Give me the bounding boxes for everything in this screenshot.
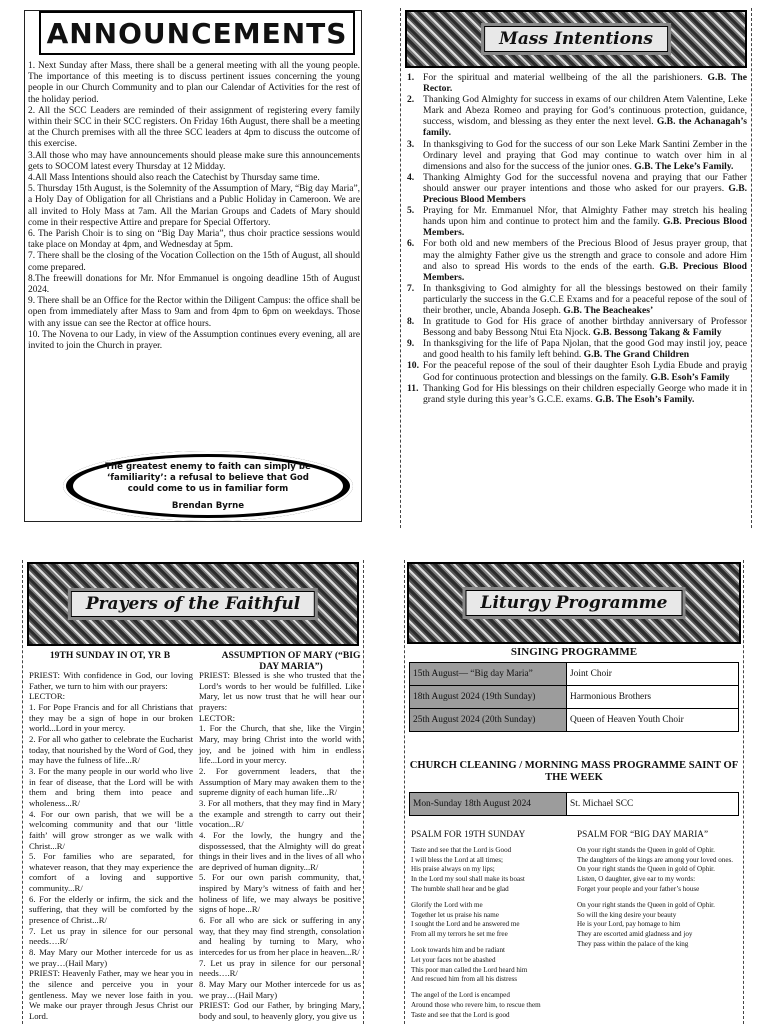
schedule-date: Mon-Sunday 18th August 2024	[410, 793, 567, 816]
intention-text	[423, 316, 747, 338]
intention-item	[407, 72, 747, 94]
intention-number: 9.	[407, 338, 415, 350]
intention-item	[407, 172, 747, 205]
prayer-line: 3. For all mothers, that they may find in Mary the example and strength to carry out their vocation...R/	[199, 797, 361, 830]
singing-programme-title: SINGING PROGRAMME	[510, 646, 638, 658]
schedule-group: Joint Choir	[567, 663, 739, 686]
intention-text	[423, 205, 747, 238]
intention-number: 6.	[407, 238, 415, 250]
prayer-line: 4. For our own parish, that we will be a welcoming community and that our ‘little faith’ will grow stronger as we walk with Christ...R/	[29, 808, 193, 851]
psalm-big-day-maria	[577, 830, 743, 956]
intention-text	[423, 283, 747, 316]
intention-body: Thanking Almighty God for the successful novena and praying that our Father should answer our prayer intentions and those who asked for our prayers.	[423, 171, 747, 194]
psalm-line: Let your faces not be abashed	[411, 955, 496, 964]
psalm-line: From all my terrors he set me free	[411, 930, 508, 939]
intention-body: In thanksgiving to God for the success of our son Leke Mark Santini Zember in the Ordinary level and praying that God may continue to watch over him in al dimensions and also for the success of the junior ones.	[423, 138, 747, 172]
schedule-group: Harmonious Brothers	[567, 686, 739, 709]
psalm-line: Around those who revere him, to rescue them	[411, 1000, 541, 1009]
prayers-panel	[22, 560, 364, 1024]
intention-body: In gratitude to God for His grace of another birthday anniversary of Professor Bessong and baby Bessong Ntui Eta Njock.	[423, 316, 747, 339]
prayer-line: 7. Let us pray in silence for our personal needs….R/	[29, 925, 193, 947]
announcement-item: 6. The Parish Choir is to sing on “Big Day Maria”, thus choir practice sessions would take place on Monday at 4pm, and Wednesday at 5pm.	[28, 229, 360, 251]
psalm-line: Taste and see that the Lord is Good	[411, 845, 512, 854]
intention-item	[407, 338, 747, 360]
mass-intentions-title: Mass Intentions	[484, 26, 668, 52]
cleaning-table	[409, 792, 739, 816]
intention-body: Thanking God for His blessings on their children especially George who made it in grand style during this year’s G.C.E. exams.	[423, 382, 747, 405]
psalm-line: Taste and see that the Lord is good	[411, 1010, 510, 1019]
prayer-line: 3. For the many people in our world who live in fear of disease, that the Lord will be with them and bring them into peace and wholeness...R/	[29, 765, 193, 808]
intention-giver: G.B. The Rector.	[423, 72, 747, 95]
intention-item	[407, 316, 747, 338]
intention-item	[407, 139, 747, 172]
psalm-stanza	[411, 991, 571, 1020]
prayer-line: PRIEST: God our Father, by bringing Mary, body and soul, to heavenly glory, you give us	[199, 1000, 361, 1021]
mass-intentions-banner	[405, 10, 747, 68]
psalm-line: Together let us praise his name	[411, 910, 499, 919]
intention-giver: G.B. Precious Blood Members	[423, 182, 747, 206]
intention-text	[423, 172, 747, 205]
schedule-date: 15th August— “Big day Maria”	[410, 663, 567, 686]
intention-body: For both old and new members of the Precious Blood of Jesus prayer group, that may the almighty Father give us the strength and grace to console and adore Him and also to spread His words to the ends of the earth.	[423, 238, 747, 272]
intention-giver: G.B. The Grand Children	[583, 349, 690, 361]
prayer-line: 1. For Pope Francis and for all Christians that they may be a sign of hope in our broken world...Lord in your mercy.	[29, 701, 193, 734]
quote-ellipse	[63, 451, 353, 521]
psalm-line: On your right stands the Queen in gold of Ophir.	[577, 900, 715, 909]
intention-giver: G.B. The Leke’s Family.	[634, 160, 734, 172]
intention-giver: G.B. Precious Blood Members.	[423, 216, 747, 239]
schedule-row	[410, 793, 739, 816]
singing-table	[409, 662, 739, 732]
psalm-stanza	[411, 901, 571, 940]
mass-intentions-list	[407, 72, 747, 405]
announcement-item: 8.The freewill donations for Mr. Nfor Emmanuel is ongoing deadline 15th of August 2024.	[28, 273, 360, 296]
announcements-panel	[24, 10, 362, 522]
intention-giver: G.B. The Esoh’s Family.	[595, 393, 695, 405]
liturgy-panel	[404, 560, 744, 1024]
intention-body: Thanking God Almighty for success in exams of our children Atem Valentine, Leke Mark and Abeza Romeo and praying for God’s continuous protection, guidance, success, wisdom, and blessing as they enter the next level.	[423, 94, 747, 128]
prayer-line: PRIEST: With confidence in God, our loving Father, we turn to him with our prayers:	[29, 670, 193, 691]
prayer-line: 1. For the Church, that she, like the Virgin Mary, may bring Christ into the world with joy, and be joined with him in endless life...Lord in your mercy.	[199, 723, 361, 766]
prayers-left-column	[29, 670, 193, 1022]
prayer-line: PRIEST: Blessed is she who trusted that the Lord’s words to her would be fulfilled. Like Mary, let us now trust that he will hear our prayers:	[199, 670, 361, 712]
intention-text	[423, 94, 747, 138]
psalm-line: Listen, O daughter, give ear to my words:	[577, 875, 696, 884]
intention-body: In thanksgiving for the life of Papa Njolan, that the good God may instil joy, peace and good health to his family left behind.	[423, 338, 747, 361]
quote-author: Brendan Byrne	[171, 500, 245, 511]
left-column-heading: 19TH SUNDAY IN OT, YR B	[49, 650, 171, 661]
liturgy-banner	[407, 562, 741, 644]
intention-number: 7.	[407, 282, 415, 294]
schedule-date: 18th August 2024 (19th Sunday)	[410, 686, 567, 709]
psalm-line: I will bless the Lord at all times;	[411, 855, 504, 864]
intention-body: Praying for Mr. Emmanuel Nfor, that Almighty Father may stretch his healing hands upon him and continue to protect him and the family.	[423, 205, 747, 228]
schedule-row	[410, 663, 739, 686]
schedule-date: 25th August 2024 (20th Sunday)	[410, 709, 567, 732]
intention-text	[423, 238, 747, 282]
psalm-line: This poor man called the Lord heard him	[411, 965, 528, 974]
announcement-item: 5. Thursday 15th August, is the Solemnity of the Assumption of Mary, “Big day Maria”, a Holy Day of Obligation for all Christians and a Public Holiday in Cameroon. We are all invited to Holy Mass at 7am. All the Marian Groups and Cadets of Mary should come in their respective Attire and prepare for Special Offertory.	[28, 184, 360, 228]
psalm-stanza	[411, 846, 571, 895]
prayer-line: 5. For our own parish community, that, inspired by Mary’s witness of faith and her holiness of life, we may always be positive signs of hope...R/	[199, 872, 361, 915]
intention-item	[407, 205, 747, 238]
cleaning-programme-title: CHURCH CLEANING / MORNING MASS PROGRAMME SAINT OF THE WEEK	[409, 760, 739, 783]
psalm-line: His praise always on my lips;	[411, 865, 495, 874]
prayer-line: 6. For all who are sick or suffering in any way, that they may find strength, consolation and healing by turning to Mary, who intercedes for us from her place in heaven...R/	[199, 915, 361, 958]
intention-number: 3.	[407, 138, 415, 150]
intention-giver: G.B. Esoh’s Family	[650, 371, 730, 383]
intention-body: In thanksgiving to God almighty for all the blessings bestowed on their family particularly the success in the G.C.E Exams and for a peaceful repose of the soul of their brother, uncle, Abanda Joseph.	[423, 282, 747, 316]
intention-text	[423, 72, 747, 94]
intention-number: 1.	[407, 72, 415, 83]
intention-text	[423, 139, 747, 172]
prayer-line: LECTOR:	[199, 712, 236, 723]
intention-giver: G.B. Bessong Takang & Family	[593, 327, 722, 339]
intention-giver: G.B. The Beacheakes’	[563, 304, 654, 316]
prayer-line: 4. For the lowly, the hungry and the dispossessed, that the Almighty will do great things in their lives and in the lives of all who are deprived of human dignity...R/	[199, 829, 361, 872]
psalm-line: Glorify the Lord with me	[411, 900, 483, 909]
prayer-line: 7. Let us pray in silence for our personal needs….R/	[199, 957, 361, 979]
psalm-line: They are escorted amid gladness and joy	[577, 930, 693, 939]
announcements-list	[28, 61, 360, 352]
schedule-group: Queen of Heaven Youth Choir	[567, 709, 739, 732]
intention-giver: G.B. Precious Blood Members.	[423, 260, 747, 283]
psalm-line: On your right stands the Queen in gold of Ophir.	[577, 845, 715, 854]
announcement-item: 7. There shall be the closing of the Vocation Collection on the 15th of August, all should come prepared.	[28, 251, 360, 273]
psalm-line: So will the king desire your beauty	[577, 910, 677, 919]
psalm-19th-sunday	[411, 830, 571, 1024]
prayer-line: 5. For families who are separated, for whatever reason, that they may experience the comfort of a loving and supportive community...R/	[29, 851, 193, 894]
psalm-stanza	[411, 946, 571, 985]
intention-number: 5.	[407, 205, 415, 217]
announcement-item: 1. Next Sunday after Mass, there shall be a general meeting with all the young people. The importance of this meeting is to discuss pertinent issues concerning the young people in our Church Community and to plan our Calendar of Activities for the rest of the holiday period.	[28, 61, 360, 105]
psalm-stanza	[577, 846, 743, 895]
psalm-line: The daughters of the kings are among your loved ones.	[577, 855, 734, 864]
psalm-line: The angel of the Lord is encamped	[411, 991, 510, 1000]
psalm-line: Look towards him and be radiant	[411, 945, 505, 954]
announcements-title: ANNOUNCEMENTS	[39, 11, 355, 55]
psalm-line: And rescued him from all his distress	[411, 975, 517, 984]
prayer-line: 2. For government leaders, that the Assumption of Mary may awaken them to the supreme dignity of each human life...R/	[199, 765, 361, 798]
prayer-line: 2. For all who gather to celebrate the Eucharist today, that nourished by the Word of God, they may have the fulness of life...R/	[29, 733, 193, 766]
psalm-line: On your right stands the Queen in gold of Ophir.	[577, 865, 715, 874]
psalm-line: They pass within the palace of the king	[577, 939, 689, 948]
psalm-stanza	[577, 901, 743, 950]
intention-item	[407, 360, 747, 382]
psalm-line: The humble shall hear and be glad	[411, 884, 509, 893]
intention-number: 2.	[407, 94, 415, 106]
schedule-row	[410, 686, 739, 709]
right-column-heading: ASSUMPTION OF MARY (“BIG DAY MARIA”)	[221, 650, 361, 672]
quote-text: The greatest enemy to faith can simply be ‘familiarity’: a refusal to believe that God could come to us in familiar form	[105, 461, 311, 494]
intention-number: 4.	[407, 171, 415, 183]
liturgy-title: Liturgy Programme	[466, 590, 683, 616]
psalm-line: He is your Lord, pay homage to him	[577, 920, 681, 929]
mass-intentions-panel	[400, 8, 752, 528]
intention-number: 10.	[407, 360, 419, 372]
prayer-line: 8. May Mary our Mother intercede for us as we pray…(Hail Mary)	[29, 947, 193, 968]
intention-item	[407, 283, 747, 316]
prayers-title: Prayers of the Faithful	[71, 591, 315, 617]
prayer-line: 6. For the elderly or infirm, the sick and the suffering, that they will be comforted by the presence of Christ...R/	[29, 893, 193, 926]
announcement-item: 2. All the SCC Leaders are reminded of their assignment of registering every family within their SCC in their SCC registers. On Friday 16th August, there shall be a meeting at the Church premises with all the three SCC leaders at 4pm to discuss the outcome of this exercise.	[28, 105, 360, 150]
prayer-line: PRIEST: Heavenly Father, may we hear you in the silence and perceive you in your gentleness. May we never lose faith in you. We make our prayer through Jesus Christ our Lord.	[29, 968, 193, 1021]
intention-body: For the spiritual and material wellbeing of the all the parishioners.	[423, 72, 708, 83]
schedule-row	[410, 709, 739, 732]
prayers-banner	[27, 562, 359, 646]
intention-text	[423, 360, 747, 382]
intention-text	[423, 383, 747, 405]
intention-number: 8.	[407, 316, 415, 328]
intention-item	[407, 94, 747, 138]
prayer-line: 8. May Mary our Mother intercede for us as we pray…(Hail Mary)	[199, 979, 361, 1000]
announcement-item: 9. There shall be an Office for the Rector within the Diligent Campus: the office shall be open from immediately after Mass to 9am and from 4pm to 6pm on weekdays. Those with any issue can see the Rector at office hours.	[28, 296, 360, 329]
announcement-item: 4.All Mass Intentions should also reach the Catechist by Thursday same time.	[28, 173, 320, 184]
intention-item	[407, 238, 747, 282]
prayer-line: LECTOR:	[29, 691, 66, 702]
psalm-line: Forget your people and your father’s house	[577, 884, 700, 893]
intention-item	[407, 383, 747, 405]
psalm-heading: PSALM FOR 19TH SUNDAY	[411, 829, 526, 839]
announcement-item: 10. The Novena to our Lady, in view of the Assumption continues every evening, all are invited to join the Church in prayer.	[28, 329, 360, 352]
intention-number: 11.	[407, 382, 419, 394]
intention-body: For the peaceful repose of the soul of their daughter Esoh Lydia Ebude and prayig God for continuous protection and blessings on the family.	[423, 360, 747, 383]
intention-text	[423, 338, 747, 360]
intention-giver: G.B. the Achanagah’s family.	[423, 116, 748, 139]
psalm-heading: PSALM FOR “BIG DAY MARIA”	[577, 829, 709, 839]
psalm-line: I sought the Lord and he answered me	[411, 920, 520, 929]
prayers-right-column	[199, 670, 361, 1022]
schedule-group: St. Michael SCC	[567, 793, 739, 816]
psalm-line: In the Lord my soul shall make its boast	[411, 875, 525, 884]
announcement-item: 3.All those who may have announcements should please make sure this announcements gets to SOCOM latest every Thursday at 12 Midday.	[28, 150, 360, 172]
